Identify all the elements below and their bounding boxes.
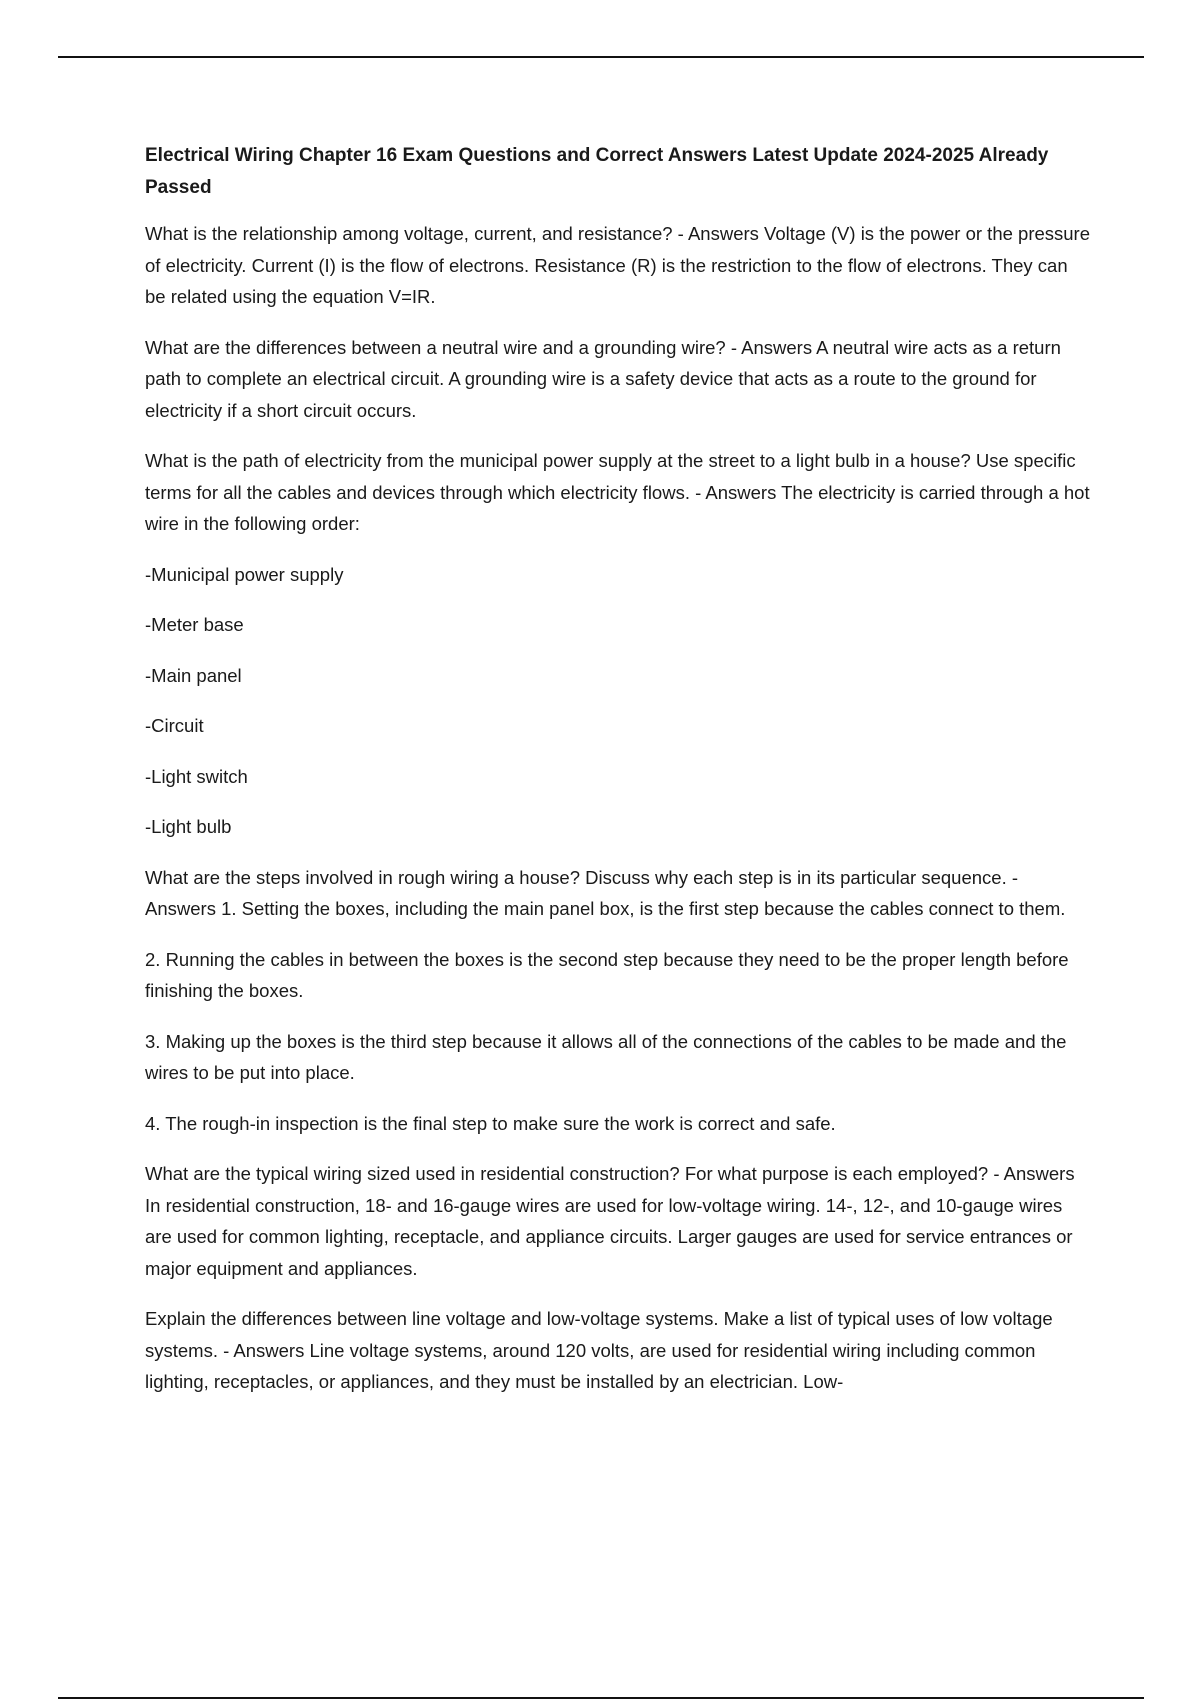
footer-rule: [58, 1697, 1144, 1699]
question-wiring-sizes: What are the typical wiring sized used in residential construction? For what purpose is each employed? - Answers In residential construction, 18- and 16-gauge wires are used for low-voltage wiring. 14-, 12-, and 10-gauge wires are used for common lighting, receptacle, and appliance circuits. Larger gauges are used for service entrances or major equipment and appliances.: [145, 1163, 1075, 1279]
question-neutral-vs-grounding: What are the differences between a neutral wire and a grounding wire? - Answers A neutral wire acts as a return path to complete an electrical circuit. A grounding wire is a safety device that acts as a route to the ground for electricity if a short circuit occurs.: [145, 336, 1061, 421]
list-item-circuit: -Circuit: [145, 715, 204, 736]
document-body: [145, 140, 1090, 1417]
question-rough-wiring-steps: What are the steps involved in rough wiring a house? Discuss why each step is in its particular sequence. - Answers 1. Setting the boxes, including the main panel box, is the first step because the cables connect to them.: [145, 866, 1066, 919]
question-path-of-electricity: What is the path of electricity from the municipal power supply at the street to a light bulb in a house? Use specific terms for all the cables and devices through which electricity flows. - Answers The electricity is carried through a hot wire in the following order:: [145, 450, 1090, 534]
list-item-light-bulb: -Light bulb: [145, 816, 232, 837]
list-item-municipal-power-supply: -Municipal power supply: [145, 563, 344, 585]
question-line-vs-low-voltage: Explain the differences between line voltage and low-voltage systems. Make a list of typical uses of low voltage systems. - Answers Line voltage systems, around 120 volts, are used for residential wiring including common lighting, receptacles, or appliances, and they must be installed by an electrician. Low-: [145, 1308, 1053, 1392]
list-item-main-panel: -Main panel: [145, 664, 242, 686]
document-title: Electrical Wiring Chapter 16 Exam Questions and Correct Answers Latest Update 2024-2025 Already Passed: [145, 145, 1049, 198]
list-item-light-switch: -Light switch: [145, 765, 248, 787]
step-making-up-boxes: 3. Making up the boxes is the third step because it allows all of the connections of the cables to be made and the wires to be put into place.: [145, 1030, 1067, 1083]
step-rough-in-inspection: 4. The rough-in inspection is the final step to make sure the work is correct and safe.: [145, 1112, 836, 1134]
question-voltage-current-resistance: What is the relationship among voltage, current, and resistance? - Answers Voltage (V) is the power or the pressure of electricity. Current (I) is the flow of electrons. Resistance (R) is the restriction to the flow of electrons. They can be related using the equation V=IR.: [145, 223, 1091, 307]
step-running-cables: 2. Running the cables in between the boxes is the second step because they need to be the proper length before finishing the boxes.: [145, 948, 1069, 1001]
header-rule: [58, 56, 1144, 58]
list-item-meter-base: -Meter base: [145, 614, 244, 635]
